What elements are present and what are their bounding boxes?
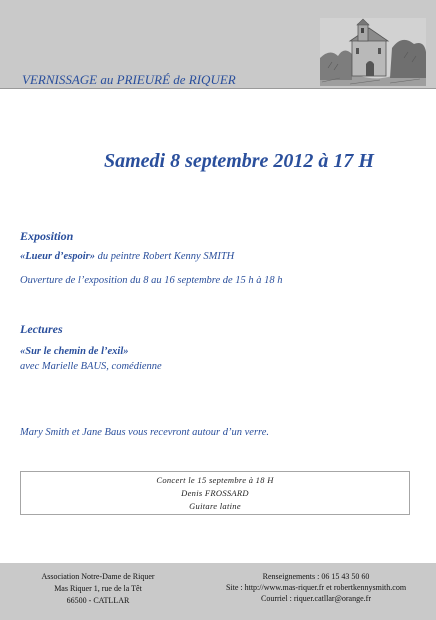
concert-box [20, 471, 410, 515]
concert-genre: Guitare latine [189, 501, 241, 511]
event-date: Samedi 8 septembre 2012 à 17 H [104, 150, 374, 172]
footer-website[interactable]: Site : http://www.mas-riquer.fr et robertkennysmith.com [225, 583, 407, 592]
lectures-performer: avec Marielle BAUS, comédienne [20, 361, 162, 372]
welcome-text: Mary Smith et Jane Baus vous recevront autour d’un verre. [20, 427, 270, 438]
exposition-artist: du peintre Robert Kenny SMITH [94, 251, 235, 262]
exposition-dates: Ouverture de l’exposition du 8 au 16 septembre de 15 h à 18 h [20, 275, 283, 286]
lectures-title: «Sur le chemin de l’exil» [20, 346, 129, 357]
footer-address: Mas Riquer 1, rue de la Têt [54, 584, 142, 593]
priory-sketch-image [320, 18, 426, 86]
exposition-title-line [20, 251, 234, 262]
concert-performer: Denis FROSSARD [181, 488, 249, 498]
concert-date: Concert le 15 septembre à 18 H [156, 475, 274, 485]
footer-phone: Renseignements : 06 15 43 50 60 [262, 572, 370, 581]
exposition-title: «Lueur d’espoir» [20, 251, 95, 262]
exposition-heading: Exposition [20, 229, 74, 243]
lectures-title-line [20, 346, 129, 357]
lectures-heading: Lectures [20, 322, 63, 336]
header-title: VERNISSAGE au PRIEURÉ de RIQUER [22, 72, 236, 87]
header-divider [0, 88, 436, 89]
footer-city: 66500 - CATLLAR [66, 596, 130, 605]
footer-association: Association Notre-Dame de Riquer [41, 572, 155, 581]
footer [0, 563, 436, 620]
footer-email[interactable]: Courriel : riquer.catllar@orange.fr [261, 594, 371, 603]
